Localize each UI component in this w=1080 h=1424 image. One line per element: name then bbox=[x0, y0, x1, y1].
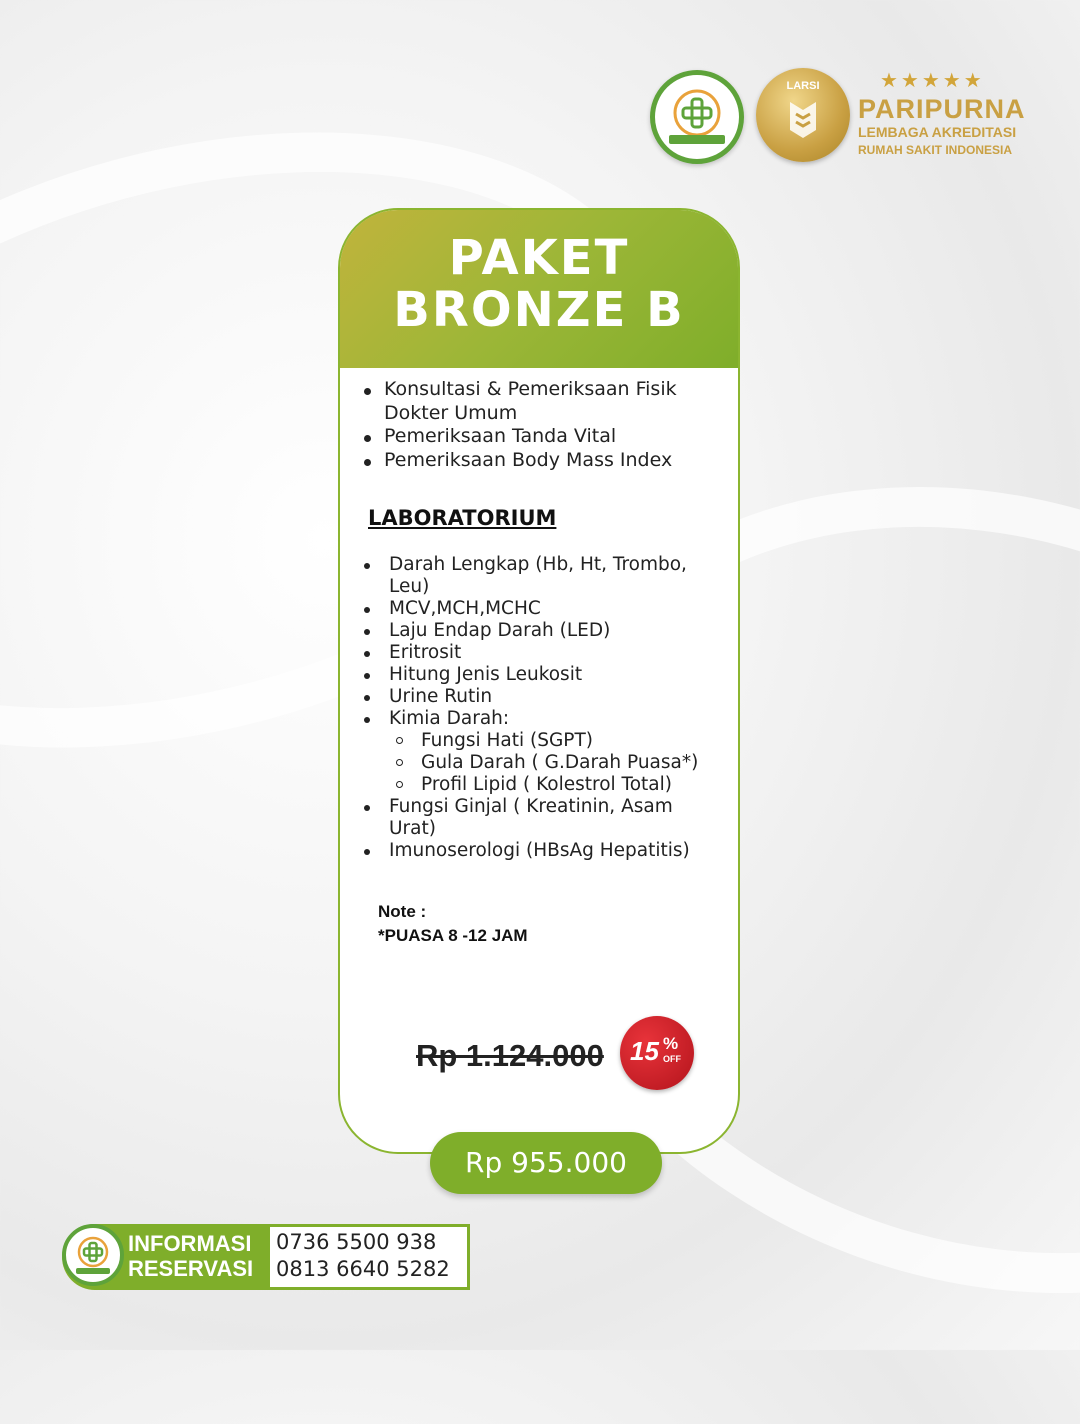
original-price: Rp 1.124.000 bbox=[416, 1038, 604, 1073]
sub-list-item: Fungsi Hati (SGPT) bbox=[364, 730, 724, 752]
list-item: Darah Lengkap (Hb, Ht, Trombo, Leu) bbox=[364, 554, 724, 598]
phone-number-2[interactable]: 0813 6640 5282 bbox=[276, 1257, 450, 1281]
discount-number: 15 bbox=[630, 1036, 659, 1066]
reservation-label: RESERVASI bbox=[128, 1256, 254, 1281]
phone-number-1[interactable]: 0736 5500 938 bbox=[276, 1230, 437, 1254]
accreditation-title: PARIPURNA bbox=[858, 94, 1026, 124]
price-pill[interactable]: Rp 955.000 bbox=[430, 1132, 662, 1194]
sub-list-item: Profil Lipid ( Kolestrol Total) bbox=[364, 774, 724, 796]
discount-off: OFF bbox=[663, 1054, 681, 1064]
package-title-line1: PAKET bbox=[448, 230, 630, 286]
package-card bbox=[338, 208, 740, 1154]
discount-badge bbox=[620, 1016, 694, 1090]
lab-list bbox=[364, 554, 724, 862]
accreditation-lembaga: LEMBAGA AKREDITASI bbox=[858, 124, 1017, 140]
info-label: INFORMASI bbox=[128, 1231, 252, 1256]
list-item: MCV,MCH,MCHC bbox=[364, 598, 724, 620]
phone-box bbox=[270, 1227, 467, 1287]
hospital-logo bbox=[650, 70, 744, 164]
list-item: Imunoserologi (HBsAg Hepatitis) bbox=[364, 840, 724, 862]
services-list bbox=[364, 378, 724, 472]
discount-percent: % bbox=[663, 1034, 679, 1053]
package-title-line2: BRONZE B bbox=[393, 282, 685, 338]
list-item: Fungsi Ginjal ( Kreatinin, Asam Urat) bbox=[364, 796, 724, 840]
list-item: Eritrosit bbox=[364, 642, 724, 664]
rating-stars: ★★★★★ bbox=[880, 70, 985, 92]
list-item: Laju Endap Darah (LED) bbox=[364, 620, 724, 642]
list-item: Kimia Darah: bbox=[364, 708, 724, 730]
hospital-logo-small bbox=[62, 1224, 124, 1286]
lab-heading: LABORATORIUM bbox=[368, 506, 557, 530]
list-item: Pemeriksaan Tanda Vital bbox=[364, 425, 724, 449]
larsi-logo bbox=[756, 68, 850, 162]
list-item: Konsultasi & Pemeriksaan Fisik Dokter Umum bbox=[364, 378, 724, 425]
package-title bbox=[340, 232, 738, 336]
note-title: Note : bbox=[378, 902, 427, 921]
list-item: Pemeriksaan Body Mass Index bbox=[364, 449, 724, 473]
list-item: Hitung Jenis Leukosit bbox=[364, 664, 724, 686]
note-text: *PUASA 8 -12 JAM bbox=[378, 926, 528, 945]
larsi-label: LARSI bbox=[786, 80, 820, 92]
accreditation-rumah: RUMAH SAKIT INDONESIA bbox=[858, 143, 1013, 157]
list-item: Urine Rutin bbox=[364, 686, 724, 708]
sub-list-item: Gula Darah ( G.Darah Puasa*) bbox=[364, 752, 724, 774]
